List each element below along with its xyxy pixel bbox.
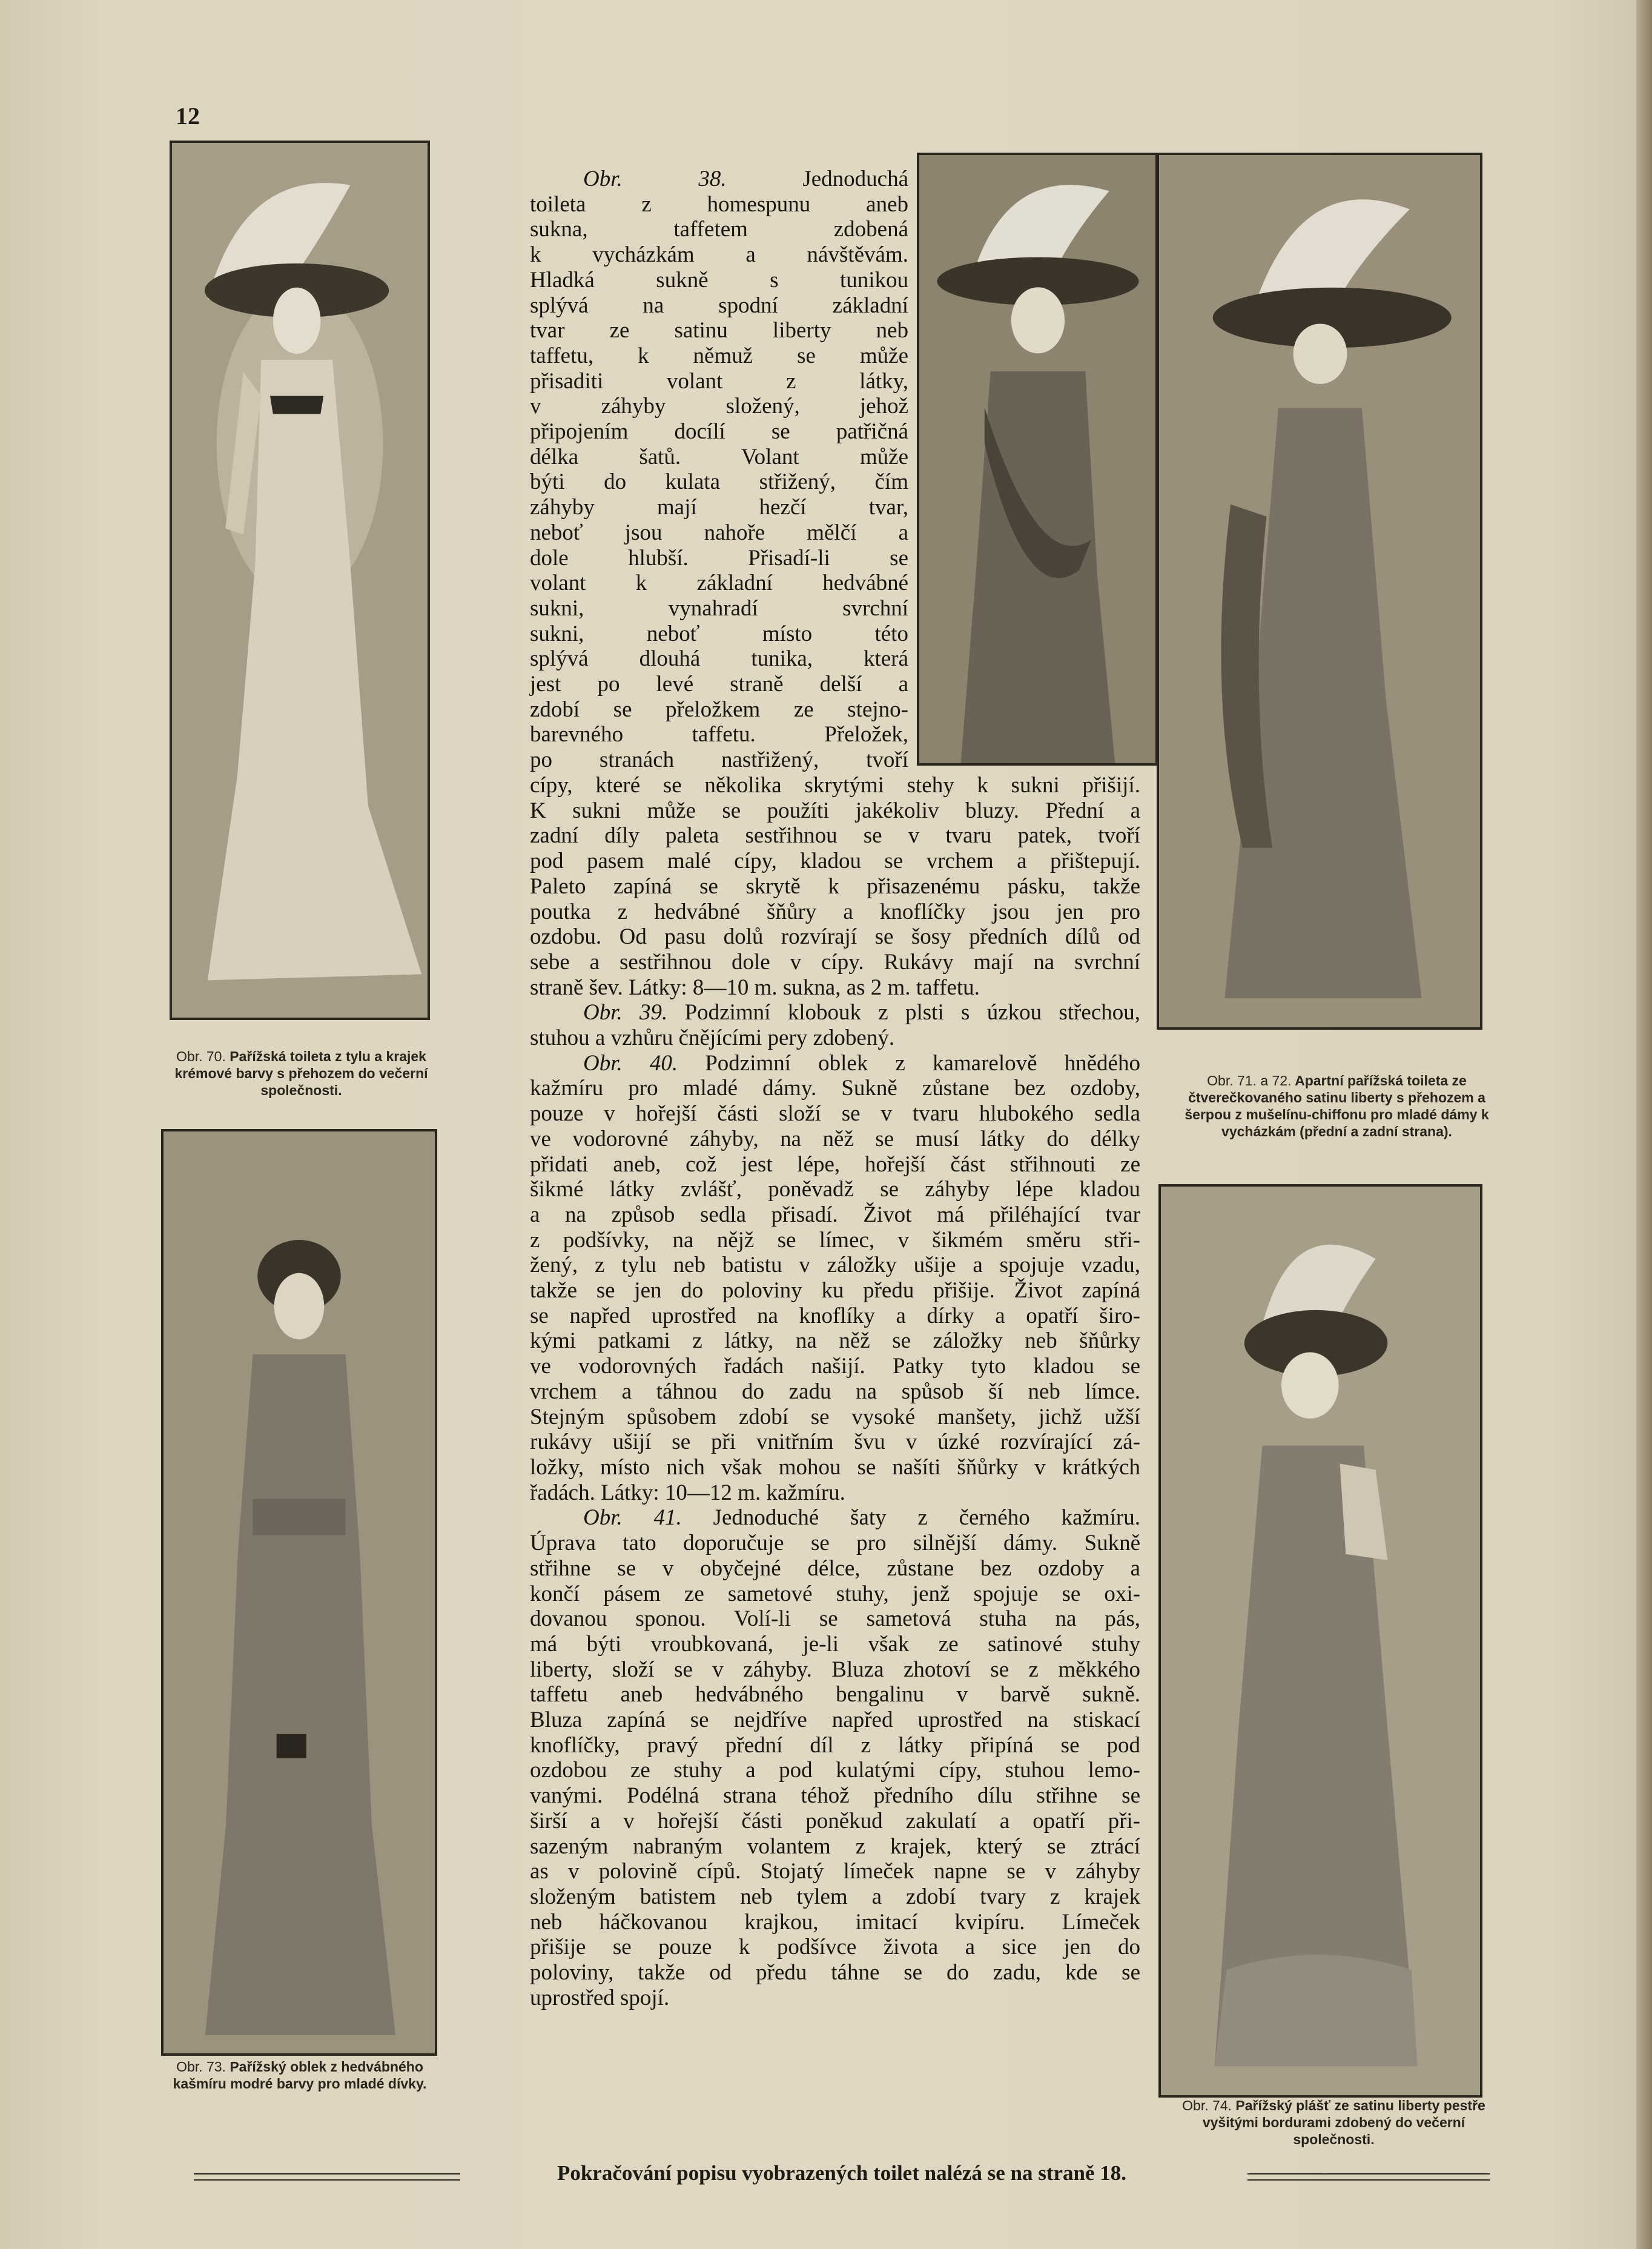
text-line — [530, 1884, 1140, 1910]
text-line-content: sebe a sestřihnou dole v cípy. Rukávy mají na svrchní — [530, 949, 1140, 975]
text-line-content: ve vodorovných řadách našijí. Patky tyto kladou se — [530, 1354, 1140, 1379]
text-line-content: cípy, které se několika skrytými stehy k sukni přišijí. — [530, 773, 1140, 798]
photo-fig-70 — [170, 141, 430, 1020]
text-line-content: z podšívky, na nějž se límec, v šikmém směru stři- — [530, 1227, 1140, 1253]
text-line — [530, 1986, 1140, 2011]
text-line — [530, 1783, 1140, 1809]
footer-text: Pokračování popisu vyobrazených toilet nalézá se na straně 18. — [557, 2161, 1127, 2185]
photo-fig-74 — [1158, 1184, 1482, 2098]
text-line-content: ve vodorovné záhyby, na něž se musí látky do délky — [530, 1126, 1140, 1151]
caption-text: Pařížská toileta z tylu a krajek krémové barvy s přehozem do večerní společnosti. — [174, 1048, 428, 1098]
text-line — [530, 1455, 1140, 1480]
text-line-content: zadní díly paleta sestřihnou se v tvaru patek, tvoří — [530, 823, 1140, 849]
text-line — [530, 646, 908, 672]
text-line-content: zdobí se přeložkem ze stejno- — [530, 697, 908, 722]
caption-text: Pařížský oblek z hedvábného kašmíru modré barvy pro mladé dívky. — [173, 2059, 427, 2092]
caption-fig-74 — [1166, 2097, 1502, 2148]
photo-fig-73 — [161, 1129, 437, 2056]
text-line-content: Hladká sukně s tunikou — [530, 267, 908, 293]
caption-fig-70 — [167, 1048, 436, 1099]
text-line — [530, 268, 908, 293]
text-line-content: poloviny, takže od předu táhne se do zadu, kde se — [530, 1960, 1140, 1986]
text-line-content: taffetu, k němuž se může — [530, 343, 908, 368]
text-line-content: dole hlubší. Přisadí-li se — [530, 545, 908, 571]
text-line — [530, 293, 908, 319]
text-line — [530, 722, 908, 747]
text-line-content: vrchem a táhnou do zadu na spůsob ší neb límce. — [530, 1379, 1140, 1404]
text-line — [530, 571, 908, 596]
text-line-content: K sukni může se použíti jakékoliv bluzy. Přední a — [530, 798, 1140, 823]
text-line — [530, 1405, 1140, 1430]
text-line — [530, 546, 908, 571]
text-line-content: dovanou sponou. Volí-li se sametová stuha na pás, — [530, 1606, 1140, 1632]
text-line-content: přidati aneb, což jest lépe, hořejší část střihnouti ze — [530, 1151, 1140, 1177]
text-line-content: sukni, vynahradí svrchní — [530, 595, 908, 621]
text-line — [530, 1379, 1140, 1405]
text-line-content: vanými. Podélná strana téhož předního dílu střihne se — [530, 1783, 1140, 1809]
text-line — [530, 1000, 1140, 1025]
text-line — [530, 1834, 1140, 1860]
text-line — [530, 469, 908, 495]
text-line — [530, 596, 908, 621]
text-line-content: Stejným spůsobem zdobí se vysoké manšety, jichž užší — [530, 1404, 1140, 1429]
text-line — [530, 874, 1140, 899]
text-line-content: širší a v hořejší části poněkud zakulatí a opatří při- — [530, 1808, 1140, 1833]
text-line — [530, 1202, 1140, 1228]
article-wide-column — [530, 773, 1140, 2010]
footer-rule-right — [1247, 2173, 1490, 2181]
text-line — [530, 520, 908, 546]
text-line-content: přisaditi volant z látky, — [530, 368, 908, 394]
text-line — [530, 192, 908, 217]
text-line — [530, 242, 908, 268]
text-line-content: poutka z hedvábné šňůry a knoflíčky jsou jen pro — [530, 899, 1140, 924]
text-line-content: takže se jen do poloviny ku předu přišije. Život zapíná — [530, 1278, 1140, 1303]
article-narrow-column — [530, 167, 908, 773]
binding-edge — [1636, 0, 1652, 2249]
text-line-content: má býti vroubkovaná, je-li však ze satinové stuhy — [530, 1631, 1140, 1657]
text-line — [530, 1910, 1140, 1935]
text-line — [530, 1733, 1140, 1758]
text-line-content: v záhyby složený, jehož — [530, 394, 908, 419]
text-line — [530, 318, 908, 343]
text-line — [530, 1809, 1140, 1834]
text-line-content: délka šatů. Volant může — [530, 444, 908, 469]
text-line-content: Jednoduché šaty z černého kažmíru. — [713, 1505, 1140, 1531]
text-line — [530, 1303, 1140, 1329]
text-line-content: toileta z homespunu aneb — [530, 191, 908, 217]
text-line — [530, 672, 908, 697]
text-line — [530, 1606, 1140, 1632]
text-line-content: Podzimní klobouk z plsti s úzkou střechou, — [684, 1000, 1140, 1025]
caption-label: Obr. 74. — [1182, 2098, 1232, 2113]
text-line-content: splývá dlouhá tunika, která — [530, 646, 908, 672]
text-line-content: jest po levé straně delší a — [530, 672, 908, 697]
text-line — [530, 975, 1140, 1001]
text-line — [530, 1101, 1140, 1127]
footer-continuation-note — [194, 2161, 1490, 2185]
text-line-content: as v polovině cípů. Stojatý límeček napne se v záhyby — [530, 1859, 1140, 1884]
text-line — [530, 495, 908, 520]
caption-fig-71-72 — [1169, 1072, 1505, 1140]
text-line — [530, 1076, 1140, 1101]
text-line-content: pod pasem malé cípy, kladou se vrchem a přištepují. — [530, 849, 1140, 874]
text-line-content: uprostřed spojí. — [530, 1985, 670, 2010]
text-line-content: tvar ze satinu liberty neb — [530, 318, 908, 343]
text-line-content: pouze v hořejší části složí se v tvaru hlubokého sedla — [530, 1101, 1140, 1127]
text-line — [530, 394, 908, 419]
caption-fig-73 — [170, 2058, 430, 2092]
caption-label: Obr. 73. — [176, 2059, 226, 2075]
text-line-content: složeným batistem neb tylem a zdobí tvary z krajek — [530, 1884, 1140, 1909]
text-line-content: žený, z tylu neb batistu v záložky ušije a spojuje vzadu, — [530, 1253, 1140, 1278]
text-line — [530, 899, 1140, 925]
text-line-content: sazeným nabraným volantem z krajek, který se ztrácí — [530, 1833, 1140, 1859]
text-line-content: šikmé látky zvlášť, poněvadž se záhyby lépe kladou — [530, 1177, 1140, 1202]
text-line — [530, 1480, 1140, 1506]
figure-illustration — [172, 143, 428, 1018]
text-line-content: Paleto zapíná se skrytě k přisazenému pásku, takže — [530, 873, 1140, 899]
text-line-content: záhyby mají hezčí tvar, — [530, 495, 908, 520]
caption-label: Obr. 71. a 72. — [1207, 1073, 1292, 1088]
text-line — [530, 1328, 1140, 1354]
figure-illustration — [1159, 155, 1480, 1027]
text-line-content: rukávy ušijí se při vnitřním švu v úzké rozvírající zá- — [530, 1429, 1140, 1455]
text-line — [530, 1632, 1140, 1657]
figure-reference: Obr. 38. — [583, 167, 803, 191]
text-line-content: býti do kulata střižený, čím — [530, 469, 908, 495]
text-line — [530, 1278, 1140, 1303]
text-line-content: ložky, místo nich však mohou se našíti šňůrky v krátkých — [530, 1454, 1140, 1480]
text-line — [530, 1505, 1140, 1531]
text-line-content: ozdobu. Od pasu dolů rozvírají se šosy předních dílů od — [530, 924, 1140, 950]
text-line-content: neboť jsou nahoře mělčí a — [530, 520, 908, 545]
text-line-content: volant k základní hedvábné — [530, 571, 908, 596]
text-line-content: barevného taffetu. Přeložek, — [530, 722, 908, 747]
text-line — [530, 1253, 1140, 1278]
text-line-content: Podzimní oblek z kamarelově hnědého — [705, 1050, 1140, 1076]
figure-illustration — [164, 1131, 435, 2053]
text-line — [530, 1025, 1140, 1051]
text-line-content: taffetu aneb hedvábného bengalinu v barvě sukně. — [530, 1682, 1140, 1707]
text-line — [530, 773, 1140, 798]
text-line — [530, 1127, 1140, 1152]
text-line-content: ozdobou ze stuhy a pod kulatými cípy, stuhou lemo- — [530, 1758, 1140, 1783]
text-line — [530, 1556, 1140, 1582]
text-line-content: Úprava tato doporučuje se pro silnější dámy. Sukně — [530, 1531, 1140, 1556]
text-line — [530, 1429, 1140, 1455]
text-line — [530, 1657, 1140, 1683]
text-line-content: Bluza zapíná se nejdříve napřed uprostřed na stiskací — [530, 1707, 1140, 1733]
text-line — [530, 419, 908, 445]
text-line — [530, 823, 1140, 849]
text-line — [530, 1582, 1140, 1607]
text-line-content: řadách. Látky: 10—12 m. kažmíru. — [530, 1480, 845, 1505]
text-line-content: po stranách nastřižený, tvoří — [530, 747, 908, 773]
text-line-content: liberty, složí se v záhyby. Bluza zhotoví se z měkkého — [530, 1657, 1140, 1682]
text-line — [530, 369, 908, 394]
text-line — [530, 621, 908, 647]
text-line — [530, 1960, 1140, 1986]
text-line-content: splývá na spodní základní — [530, 293, 908, 318]
text-line-content: a na způsob sedla přisadí. Život má přiléhající tvar — [530, 1202, 1140, 1227]
text-line — [530, 1177, 1140, 1202]
photo-fig-71 — [917, 153, 1158, 766]
page-number: 12 — [176, 102, 200, 130]
text-line — [530, 1707, 1140, 1733]
text-line — [530, 1152, 1140, 1177]
figure-reference: Obr. 39. — [583, 1000, 685, 1025]
text-line-content: Jednoduchá — [802, 167, 908, 191]
text-line — [530, 924, 1140, 950]
text-line-content: kažmíru pro mladé dámy. Sukně zůstane bez ozdoby, — [530, 1076, 1140, 1101]
text-line — [530, 1531, 1140, 1556]
text-line-content: sukni, neboť místo této — [530, 621, 908, 646]
text-line — [530, 343, 908, 369]
text-line-content: neb háčkovanou krajkou, imitací kvipíru. Límeček — [530, 1909, 1140, 1935]
text-line — [530, 217, 908, 242]
text-line-content: sukna, taffetem zdobená — [530, 217, 908, 242]
text-line-content: připojením docílí se patřičná — [530, 419, 908, 445]
text-line — [530, 697, 908, 723]
text-line — [530, 445, 908, 470]
text-line — [530, 1051, 1140, 1076]
figure-illustration — [919, 155, 1155, 763]
text-line — [530, 798, 1140, 824]
caption-text: Pařížský plášť ze satinu liberty pestře vyšitými bordurami zdobený do večerní společnosti. — [1202, 2098, 1485, 2147]
text-line-content: kými patkami z látky, na něž se záložky neb šňůrky — [530, 1328, 1140, 1354]
text-line-content: končí pásem ze sametové stuhy, jenž spojuje se oxi- — [530, 1581, 1140, 1606]
text-line — [530, 1935, 1140, 1960]
text-line — [530, 1758, 1140, 1783]
text-line — [530, 1682, 1140, 1707]
text-line — [530, 167, 908, 192]
figure-reference: Obr. 41. — [583, 1505, 713, 1531]
photo-fig-72 — [1157, 153, 1482, 1030]
text-line-content: k vycházkám a návštěvám. — [530, 242, 908, 268]
text-line — [530, 1228, 1140, 1253]
text-line-content: knoflíčky, pravý přední díl z látky připíná se pod — [530, 1732, 1140, 1758]
text-line-content: střihne se v obyčejné délce, zůstane bez ozdoby a — [530, 1555, 1140, 1581]
footer-rule-left — [194, 2173, 460, 2181]
figure-reference: Obr. 40. — [583, 1050, 705, 1076]
text-line-content: straně šev. Látky: 8—10 m. sukna, as 2 m. taffetu. — [530, 975, 980, 1000]
caption-label: Obr. 70. — [176, 1048, 226, 1064]
text-line — [530, 747, 908, 773]
text-line — [530, 1354, 1140, 1379]
text-line-content: se napřed uprostřed na knoflíky a dírky a opatří širo- — [530, 1303, 1140, 1328]
figure-illustration — [1161, 1187, 1480, 2095]
text-line-content: stuhou a vzhůru čnějícími pery zdobený. — [530, 1025, 895, 1051]
text-line — [530, 950, 1140, 975]
text-line — [530, 1859, 1140, 1884]
text-line-content: přišije se pouze k podšívce života a sice jen do — [530, 1935, 1140, 1960]
caption-text: Apartní pařížská toileta ze čtverečkovaného satinu liberty s přehozem a šerpou z mušelínu-chiffonu pro mladé dámy k vycházkám (přední a zadní strana). — [1184, 1073, 1489, 1139]
text-line — [530, 849, 1140, 874]
